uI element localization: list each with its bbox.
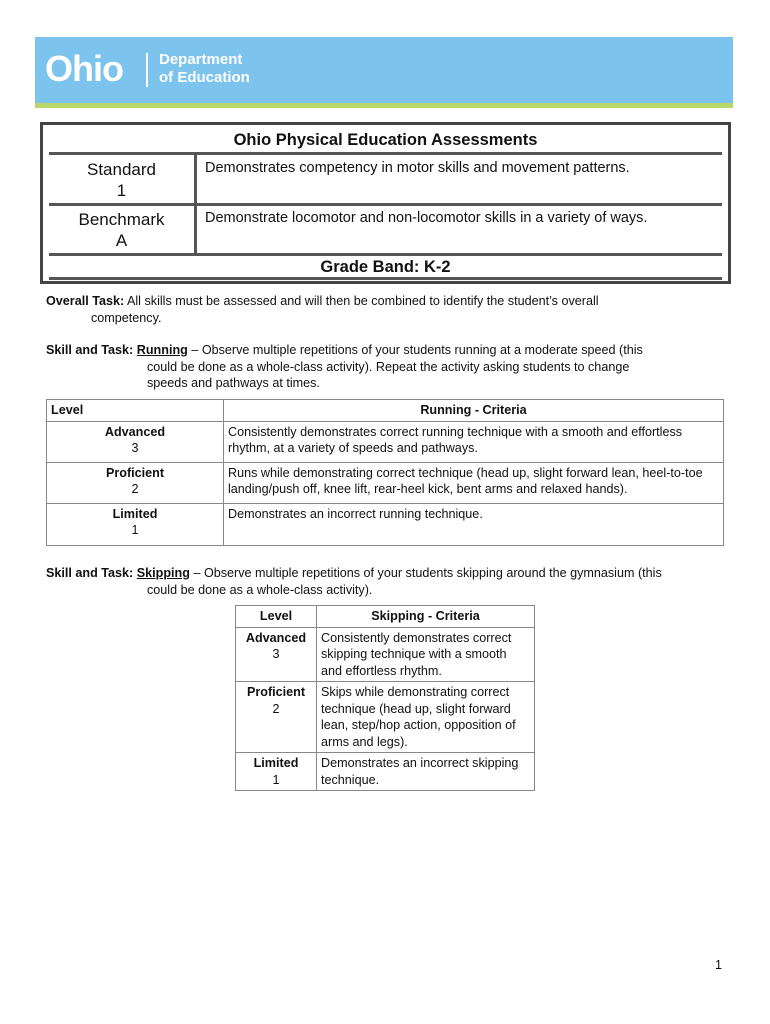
grade-band: Grade Band: K-2 — [320, 258, 451, 276]
overall-task: Overall Task: All skills must be assessed and will then be combined to identify the student’s overall competency. — [46, 294, 599, 325]
ohio-education-banner — [35, 37, 733, 108]
skipping-task-intro: Skill and Task: Skipping – Observe multiple repetitions of your students skipping around the gymnasium (this could be done as a whole-class activity). — [46, 566, 662, 597]
benchmark-text: Demonstrate locomotor and non-locomotor skills in a variety of ways. — [205, 210, 648, 226]
table-row: Advanced 3 Consistently demonstrates correct skipping technique with a smooth and effortless rhythm. — [236, 627, 535, 682]
table-row: Limited 1 Demonstrates an incorrect skipping technique. — [236, 753, 535, 791]
running-criteria-table — [46, 399, 724, 546]
skill-name-skipping: Skipping — [136, 566, 190, 580]
skipping-criteria-table — [235, 605, 535, 791]
skill-name-running: Running — [136, 343, 188, 357]
page-title: Ohio Physical Education Assessments — [233, 131, 538, 149]
running-task-intro: Skill and Task: Running – Observe multiple repetitions of your students running at a moderate speed (this could be done as a whole-class activity). Repeat the activity asking students to change speeds and pathways at times. — [46, 343, 643, 390]
divider — [49, 277, 722, 280]
standard-label: Standard 1 — [87, 160, 156, 200]
table-header-row: Level Skipping - Criteria — [236, 606, 535, 628]
ohio-logo: Ohio — [45, 48, 123, 89]
table-row: Advanced 3 Consistently demonstrates correct running technique with a smooth and effortless rhythm, at a variety of speeds and pathways. — [47, 421, 724, 462]
department-name: Department of Education — [159, 51, 250, 86]
standard-text: Demonstrates competency in motor skills and movement patterns. — [205, 160, 630, 176]
table-header-row: Level Running - Criteria — [47, 400, 724, 422]
benchmark-label: Benchmark A — [78, 210, 165, 250]
logo-divider — [146, 53, 148, 87]
table-row: Proficient 2 Runs while demonstrating correct technique (head up, slight forward lean, heel-to-toe landing/push off, knee lift, rear-heel kick, bent arms and relaxed hands). — [47, 462, 724, 503]
assessment-header-box — [40, 122, 731, 284]
table-row: Proficient 2 Skips while demonstrating correct technique (head up, slight forward lean, step/hop action, opposition of arms and legs). — [236, 682, 535, 753]
table-row: Limited 1 Demonstrates an incorrect running technique. — [47, 503, 724, 545]
divider — [49, 253, 722, 256]
page-number: 1 — [715, 958, 722, 972]
